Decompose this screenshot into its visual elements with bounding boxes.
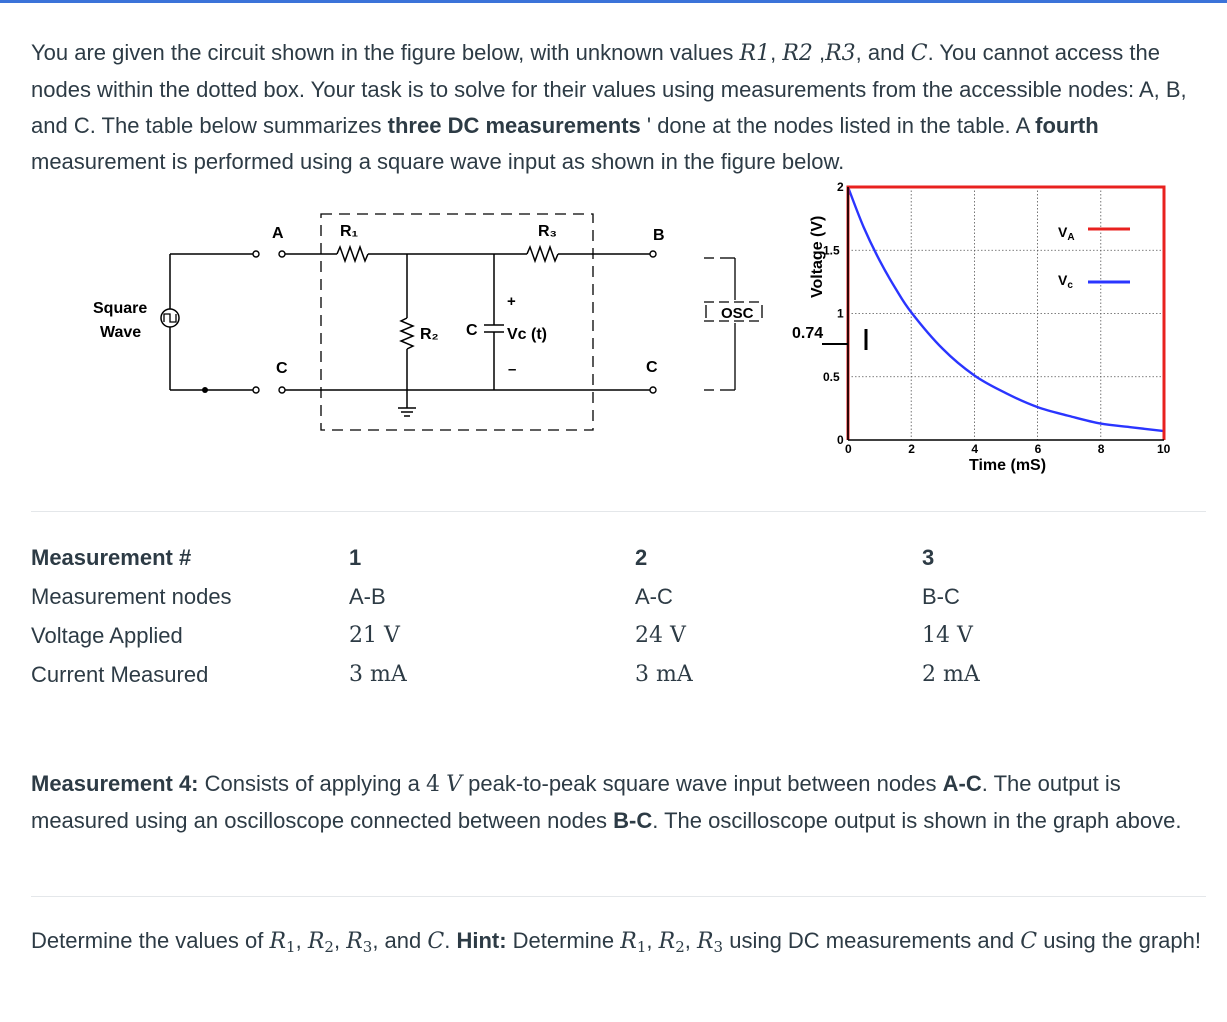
table-header-cell: 3	[922, 544, 935, 570]
x-tick-label: 10	[1157, 442, 1171, 456]
node-c-left-label: C	[276, 360, 288, 377]
square-wave-source	[161, 254, 253, 390]
oscilloscope-symbol	[704, 258, 764, 390]
node-c-right-label: C	[646, 359, 658, 376]
table-header-cell: 2	[635, 544, 648, 570]
hidden-nodes-box	[321, 214, 593, 430]
divider	[31, 511, 1206, 512]
table-cell: A-C	[635, 583, 673, 609]
table-cell: 14 V	[922, 623, 973, 648]
node-a-label: A	[272, 225, 284, 242]
circuit-figure	[0, 180, 1227, 480]
x-tick-label: 8	[1097, 442, 1105, 456]
top-accent-bar	[0, 0, 1227, 3]
x-tick-label: 4	[971, 442, 979, 456]
table-row	[31, 616, 1122, 655]
y-axis-title: Voltage (V)	[809, 215, 826, 298]
table-header-cell: 1	[349, 544, 362, 570]
x-tick-label: 6	[1034, 442, 1042, 456]
annotation-074: 0.74	[792, 325, 824, 342]
cap-label: C	[466, 322, 478, 339]
table-row	[31, 577, 1122, 616]
x-axis-title: Time (mS)	[969, 457, 1047, 474]
vc-plus-sign: +	[507, 293, 516, 310]
question-paragraph: Determine the values of $R_1$, $R_2$, $R_3$, and C. Hint: Determine $R_1$, $R_2$, $R_3$ using DC measurements and C using the graph!	[31, 928, 1201, 956]
intro-paragraph: You are given the circuit shown in the figure below, with unknown values R1, R2 ,R3, and C. You cannot access the nodes within the dotted box. Your task is to solve for their values using measurements from the accessible nodes: A, B, and C. The table below summarizes three DC measurements ' done at the nodes listed in the table. A fourth measurement is performed using a square wave input as shown in the figure below.	[31, 40, 1187, 174]
r3-label: R₃	[538, 223, 557, 240]
node-b-label: B	[653, 227, 665, 244]
source-label-square: Square	[93, 300, 148, 317]
legend-vc-label: $V_c$	[1058, 272, 1073, 291]
y-tick-label: 0.5	[823, 369, 840, 384]
table-cell: 2 mA	[922, 662, 980, 687]
table-cell: 21 V	[349, 623, 400, 648]
table-cell: 24 V	[635, 623, 686, 648]
y-tick-label: 2	[837, 180, 844, 194]
table-cell: Measurement nodes	[31, 583, 232, 609]
oscilloscope-graph	[792, 180, 1171, 474]
table-cell: Current Measured	[31, 661, 209, 687]
y-tick-label: 0	[837, 433, 844, 447]
y-tick-label: 1	[837, 306, 844, 321]
table-cell: 3 mA	[635, 662, 693, 687]
measurements-table	[31, 538, 1122, 694]
math-r2: R2	[782, 41, 813, 66]
table-header-row	[31, 538, 1122, 577]
table-cell: Voltage Applied	[31, 622, 183, 648]
osc-label: OSC	[721, 305, 754, 322]
measurement4-paragraph: Measurement 4: Consists of applying a 4 V peak-to-peak square wave input between nodes A-C. The output is measured using an oscilloscope connected between nodes B-C. The oscilloscope output is shown in the graph above.	[31, 771, 1182, 833]
junction-dot	[202, 387, 208, 393]
math-r1: R1	[739, 41, 771, 66]
divider	[31, 896, 1206, 897]
x-tick-label: 0	[845, 442, 852, 456]
r2-label: R₂	[420, 326, 439, 343]
y-tick-label: 1.5	[823, 243, 840, 258]
table-cell: B-C	[922, 583, 960, 609]
table-header-cell: Measurement #	[31, 544, 192, 570]
math-c: C	[910, 41, 928, 66]
source-label-wave: Wave	[100, 324, 142, 341]
vc-curve	[848, 187, 1164, 431]
math-r3: R3	[825, 41, 856, 66]
table-cell: 3 mA	[349, 662, 407, 687]
vc-label: Vc (t)	[507, 326, 547, 343]
r1-label: R₁	[340, 223, 359, 240]
table-cell: A-B	[349, 583, 386, 609]
legend-va-label: $V_A$	[1058, 224, 1075, 243]
vc-minus-sign: –	[508, 361, 517, 378]
table-row	[31, 655, 1122, 694]
x-tick-label: 2	[908, 442, 915, 456]
